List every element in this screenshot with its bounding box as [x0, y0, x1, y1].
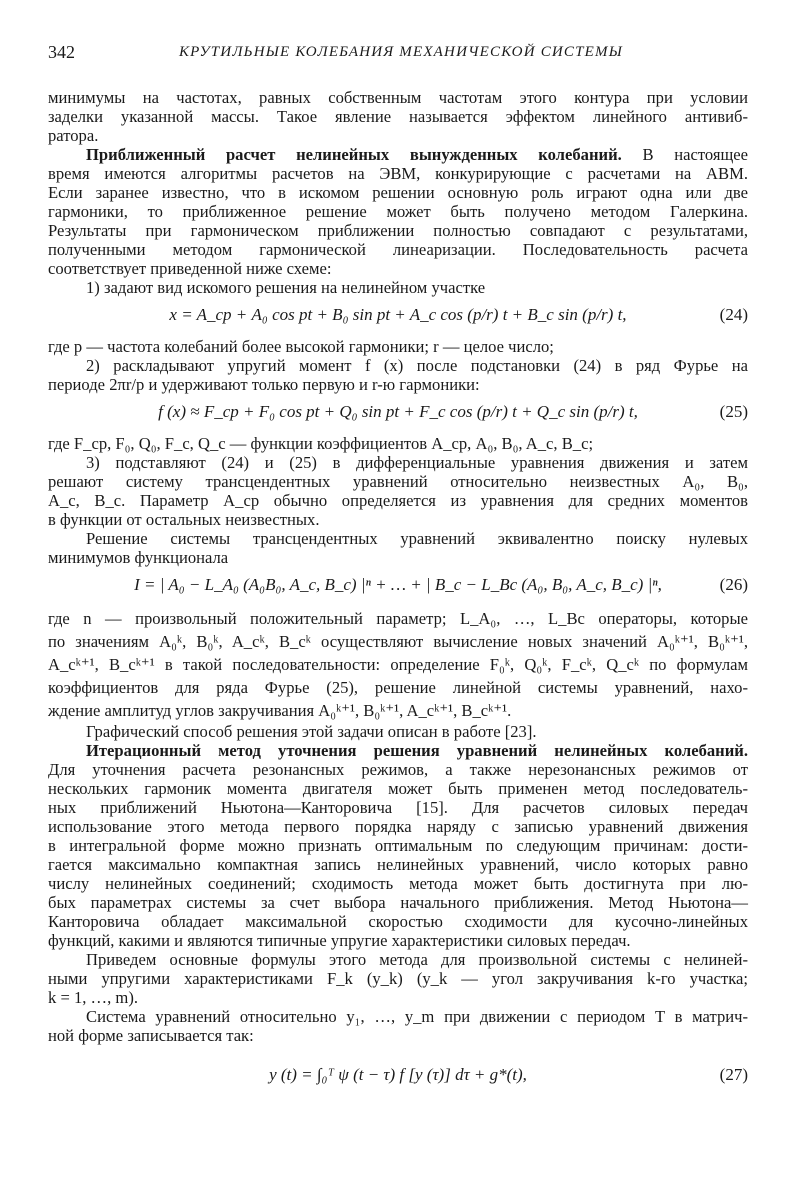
text-line: Результаты при гармоническом приближении полностью совпадают с результатами, [48, 221, 748, 240]
text-after-24: где p — частота колебаний более высокой гармоники; r — целое число; [48, 337, 554, 356]
text-line: решают систему трансцендентных уравнений относительно неизвестных A₀, B₀, [48, 472, 748, 491]
paragraph-graphic: Графический способ решения этой задачи описан в работе [23]. [86, 722, 537, 741]
paragraph-iteration [48, 741, 748, 950]
paragraph-minimum: Решение системы трансцендентных уравнений эквивалентно поиску нулевых минимумов функционала [48, 529, 748, 567]
text-line: использование этого метода первого порядка наряду с записью уравнений движения [48, 817, 748, 836]
text-line: функций, какими и являются типичные упругие характеристики силовых передач. [48, 931, 631, 950]
equation-25 [48, 394, 748, 434]
equation-25-expression: f (x) ≈ F_ср + F₀ cos pt + Q₀ sin pt + F_c cos (p/r) t + Q_c sin (p/r) t, [158, 402, 638, 421]
step-1: 1) задают вид искомого решения на нелинейном участке [86, 278, 486, 297]
equation-number: (25) [719, 402, 748, 421]
text-line: гармоники, то приближенное решение может быть получено методом Галеркина. [48, 202, 748, 221]
equation-26 [48, 567, 748, 607]
section-heading: Итерационный метод уточнения решения уравнений нелинейных колебаний. [86, 741, 748, 760]
text-line: A_c, B_c. Параметр A_ср обычно определяется из уравнения для средних моментов [48, 491, 748, 510]
page-number: 342 [48, 42, 75, 62]
text-line: A_cᵏ⁺¹, B_cᵏ⁺¹ в такой последовательности: определение F₀ᵏ, Q₀ᵏ, F_cᵏ, Q_cᵏ по формулам [48, 655, 748, 674]
text-line: ными упругими характеристиками F_k (y_k) (y_k — угол закручивания k-го участка; [48, 969, 748, 988]
page-header [48, 42, 754, 66]
text-line: ных приближений Ньютона—Канторовича [15]. Для расчетов силовых передач [48, 798, 748, 817]
text-line: минимумов функционала [48, 548, 229, 567]
text-line: минимумы на частотах, равных собственным частотам этого контура при условии [48, 88, 748, 107]
text-line: ратора. [48, 126, 99, 145]
equation-number: (26) [719, 575, 748, 594]
text-line: Если заранее известно, что в искомом решении основную роль играют одна или две [48, 183, 748, 202]
text-line: Канторовича обладает максимальной скоростью сходимости для кусочно-линейных [48, 912, 748, 931]
text-line: гается максимально компактная запись нелинейных уравнений, число которых равно [48, 855, 748, 874]
running-title: КРУТИЛЬНЫЕ КОЛЕБАНИЯ МЕХАНИЧЕСКОЙ СИСТЕМЫ [178, 44, 624, 60]
text-line: где n — произвольный положительный параметр; L_A₀, …, L_Bc операторы, которые [48, 609, 748, 628]
text-line: в интегральной форме можно признать оптимальным по следующим причинам: дости- [48, 836, 748, 855]
equation-27-expression: y (t) = ∫₀ᵀ ψ (t − τ) f [y (τ)] dτ + g*(t), [269, 1065, 527, 1084]
paragraph-antivibrator [48, 88, 748, 145]
text-line: коэффициентов для ряда Фурье (25), решение линейной системы уравнений, нахо- [48, 678, 748, 697]
text-line: в функции от остальных неизвестных. [48, 510, 320, 529]
text-line: бых параметрах системы за счет выбора начального приближения. Метод Ньютона— [48, 893, 748, 912]
step-3: 3) подставляют (24) и (25) в дифференциальные уравнения движения и затем решают систему трансцендентных уравнений относительно неизвестных A₀, B₀, A_c, B_c. Параметр A_ср обычно определяется из уравнения для средних моментов в функции от остальных неизвестных. [48, 453, 748, 529]
text-after-25: где F_ср, F₀, Q₀, F_c, Q_c — функции коэффициентов A_ср, A₀, B₀, A_c, B_c; [48, 434, 594, 453]
equation-27 [48, 1045, 748, 1105]
text-line: числу нелинейных соединений; сходимость метода может быть достигнута при лю- [48, 874, 748, 893]
equation-26-expression: I = | A₀ − L_A₀ (A₀B₀, A_c, B_c) |ⁿ + … + | B_c − L_Bc (A₀, B₀, A_c, B_c) |ⁿ, [134, 575, 662, 594]
equation-24-expression: x = A_ср + A₀ cos pt + B₀ sin pt + A_c cos (p/r) t + B_c sin (p/r) t, [169, 305, 627, 324]
text-line: ной форме записывается так: [48, 1026, 254, 1045]
text-line: ждение амплитуд углов закручивания A₀ᵏ⁺¹, B₀ᵏ⁺¹, A_cᵏ⁺¹, B_cᵏ⁺¹. [48, 701, 512, 720]
text-line: заделки указанной массы. Такое явление называется эффектом линейного антивиб- [48, 107, 748, 126]
page-body [48, 88, 748, 1105]
text-line: по значениям A₀ᵏ, B₀ᵏ, A_cᵏ, B_cᵏ осуществляют вычисление новых значений A₀ᵏ⁺¹, B₀ᵏ⁺¹, [48, 632, 748, 651]
step-2: 2) раскладывают упругий момент f (x) после подстановки (24) в ряд Фурье на периоде 2πr/p и удерживают только первую и r-ю гармоники: [48, 356, 748, 394]
text-after-26 [48, 607, 748, 722]
section-heading: Приближенный расчет нелинейных вынужденных колебаний. [86, 145, 622, 164]
text-line: k = 1, …, m). [48, 988, 139, 1007]
equation-number: (27) [719, 1065, 748, 1084]
equation-number: (24) [719, 305, 748, 324]
text-line: периоде 2πr/p и удерживают только первую и r-ю гармоники: [48, 375, 480, 394]
text-line: нескольких гармоник момента двигателя может быть применен метод последователь- [48, 779, 748, 798]
text-line: Для уточнения расчета резонансных режимов, а также нерезонансных режимов от [48, 760, 748, 779]
text-line: время имеются алгоритмы расчетов на ЭВМ, конкурирующие с расчетами на АВМ. [48, 164, 748, 183]
paragraph-formulas: Приведем основные формулы этого метода для произвольной системы с нелиней- ными упругими характеристиками F_k (y_k) (y_k — угол закручивания k-го участка; k = 1, …, m). [48, 950, 748, 1007]
text-line: соответствует приведенной ниже схеме: [48, 259, 332, 278]
paragraph-approx-calc: Приближенный расчет нелинейных вынужденных колебаний. В настоящее время имеются алгоритмы расчетов на ЭВМ, конкурирующие с расчетами на АВМ. Если заранее известно, что в искомом решении основную роль играют одна или две гармоники, то приближенное решение может быть получено методом Галеркина. Результаты при гармоническом приближении полностью совпадают с результатами, полученными методом гармонической линеаризации. Последовательность расчета соответствует приведенной ниже схеме: [48, 145, 748, 278]
equation-24 [48, 297, 748, 337]
paragraph-system: Система уравнений относительно y₁, …, y_m при движении с периодом T в матрич- ной форме записывается так: [48, 1007, 748, 1045]
text-line: полученными методом гармонической линеаризации. Последовательность расчета [48, 240, 748, 259]
